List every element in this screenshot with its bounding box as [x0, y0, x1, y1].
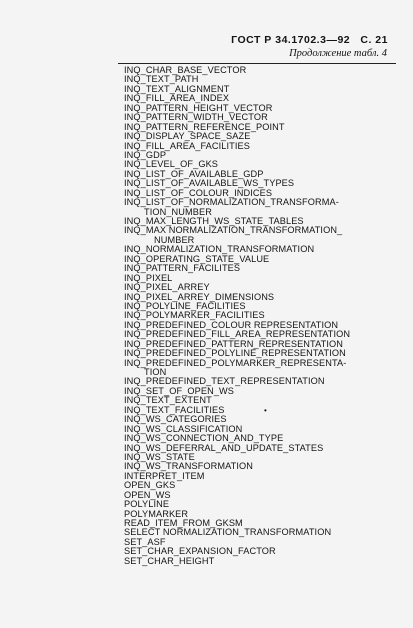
list-item: INQ_MAX NORMALIZATION_TRANSFORMATION_: [124, 225, 343, 236]
list-item: INQ_WS_CONNECTION_AND_TYPE: [124, 433, 284, 444]
list-item: INQ_LIST_OF_NORMALIZATION_TRANSFORMA-: [124, 197, 339, 208]
list-item: INQ_PATTERN_FACILITES: [124, 263, 241, 274]
list-item: INQ_WS_CATEGORIES: [124, 414, 227, 425]
list-item: INQ_PREDEFINED_TEXT_REPRESENTATION: [124, 376, 325, 387]
list-item: INQ_SET_OF_OPEN_WS: [124, 385, 235, 396]
list-item: INQ_PIXEL_ARREY_DIMENSIONS: [124, 291, 275, 302]
list-item: INQ_PREDEFINED_POLYMARKER_REPRESENTA-: [124, 357, 347, 368]
page-header: [231, 34, 388, 46]
list-item: POLYLINE: [124, 499, 170, 510]
list-item: INQ_DISPLAY_SPACE_SAZE: [124, 131, 251, 142]
list-item: INQ_TEXT_ALIGNMENT: [124, 83, 230, 94]
list-item: INQ_TEXT_EXTENT: [124, 395, 212, 406]
list-item: INQ_PIXEL: [124, 272, 173, 283]
list-item-continuation: TION_NUMBER: [144, 206, 212, 217]
list-item: SET_ASF: [124, 536, 166, 547]
list-item: INQ_TEXT_PATH: [124, 74, 199, 85]
table-continuation-label: Продолжение табл. 4: [289, 48, 387, 59]
list-item: INQ_NORMALIZATION_TRANSFORMATION: [124, 244, 315, 255]
list-item: INQ_TEXT_FACILITIES: [124, 404, 225, 415]
list-item: INQ_WS_DEFERRAL_AND_UPDATE_STATES: [124, 442, 324, 453]
list-item: OPEN_WS: [124, 489, 171, 500]
list-item: INQ_FILL_AREA_INDEX: [124, 93, 230, 104]
list-item: INQ_PATTERN_REFERENCE_POINT: [124, 121, 285, 132]
list-item: INQ_WS_TRANSFORMATION: [124, 461, 254, 472]
list-item-continuation: TION: [144, 367, 167, 377]
list-item: INQ_LIST_OF_COLOUR_INDICES: [124, 187, 273, 198]
list-item: INQ_PATTERN_HEIGHT_VECTOR: [124, 102, 273, 113]
function-name-list: [124, 66, 350, 566]
list-item: OPEN_GKS: [124, 480, 176, 491]
list-item: INTERPRET_ITEM: [124, 470, 205, 481]
list-item: INQ_POLYMARKER_FACILITIES: [124, 310, 265, 321]
list-item: INQ_WS_STATE: [124, 451, 195, 462]
list-item: READ_ITEM_FROM_GKSM: [124, 518, 243, 528]
list-item: INQ_OPERATING_STATE_VALUE: [124, 253, 270, 264]
list-item: INQ_LIST_OF_AVAILABLE_GDP: [124, 168, 264, 179]
list-item: INQ_PREDEFINED_COLOUR REPRESENTATION: [124, 319, 339, 330]
standard-number: ГОСТ Р 34.1702.3—92: [231, 34, 351, 46]
list-item: INQ_WS_CLASSIFICATION: [124, 423, 243, 434]
list-item: INQ_FILL_AREA_FACILITIES: [124, 140, 250, 151]
table-top-rule: [118, 63, 396, 64]
list-item: INQ_PREDEFINED_FILL_AREA_REPRESENTATION: [124, 329, 351, 340]
list-item: INQ_GDP: [124, 149, 167, 160]
list-item: INQ_LIST_OF_AVAILABLE_WS_TYPES: [124, 178, 295, 189]
list-item: SELECT NORMALIZATION_TRANSFORMATION: [124, 527, 332, 538]
page-number: С. 21: [360, 34, 388, 46]
list-item: SET_CHAR_HEIGHT: [124, 555, 215, 566]
list-item: POLYMARKER: [124, 508, 189, 519]
list-item: INQ_LEVEL_OF_GKS: [124, 159, 219, 170]
list-item-continuation: NUMBER: [154, 234, 195, 245]
list-item: INQ_PREDEFINED_POLYLINE_REPRESENTATION: [124, 348, 346, 359]
list-item: INQ_PATTERN_WIDTH_VECTOR: [124, 112, 268, 123]
list-item: SET_CHAR_EXPANSION_FACTOR: [124, 546, 276, 557]
list-item: INQ_PIXEL_ARREY: [124, 282, 210, 293]
list-item: INQ_MAX_LENGTH_WS_STATE_TABLES: [124, 216, 304, 226]
list-item: INQ_CHAR_BASE_VECTOR: [124, 65, 247, 75]
scan-speck: •: [264, 406, 267, 415]
list-item: INQ_PREDEFINED_PATTERN_REPRESENTATION: [124, 338, 343, 349]
list-item: INQ_POLYLINE_FACILITIES: [124, 300, 246, 311]
